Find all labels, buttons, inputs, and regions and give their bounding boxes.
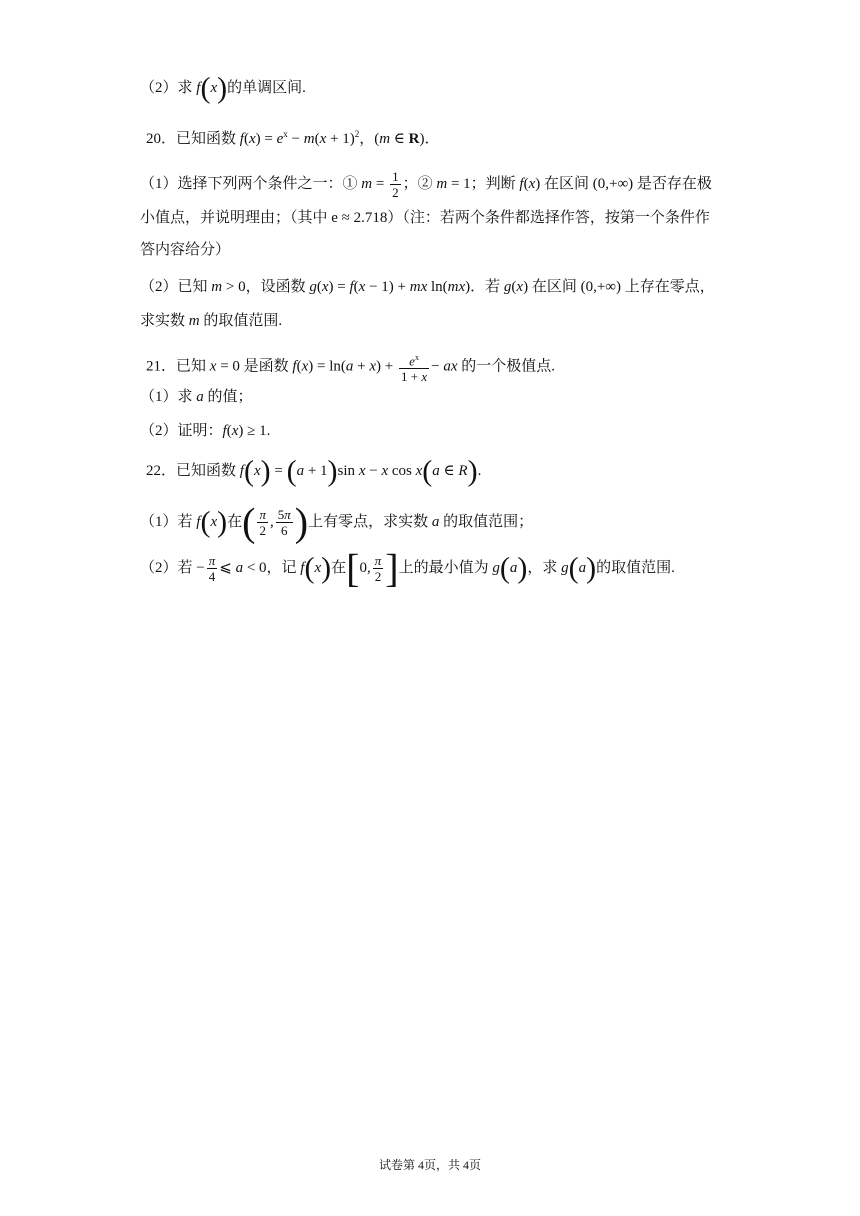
q22-part2: （2）若 − $\frac{\pi}{4}$ ⩽ a < 0，记 f(x)在[0, $\frac{\pi}{2}$ ]上的最小值为 g(a)，求 g(a)的取值范围. [140,545,675,591]
q21-part1: （1）求 a 的值； [140,389,253,405]
q19-part2: （2）求 f(x)的单调区间. [140,71,306,105]
q20-part1-line3: 答内容给分） [140,242,231,258]
q20-part1-line1: （1）选择下列两个条件之一：① m = $\frac{1}{2}$ ；② m = 1；判断 f(x) 在区间 (0,+∞) 是否存在极 [140,169,712,200]
page-footer: 试卷第 4页，共 4页 [378,1158,481,1172]
q22-intro: 22．已知函数 f(x) = (a + 1)sin x − x cos x(a ∈ R). [146,454,482,488]
q20-part2-line2: 求实数 m 的取值范围. [140,313,283,329]
q21-part2: （2）证明：f(x) ≥ 1. [140,423,271,439]
q22-part1: （1）若 f(x)在( $\frac{\pi}{2}$ , $\frac{5\pi}{6}$ )上有零点，求实数 a 的取值范围； [140,499,534,545]
q20-intro: 20．已知函数 $f(x) = e^x - m(x + 1)^2$，(m ∈ R)． [146,129,440,147]
q20-part1-line2: 小值点，并说明理由；（其中 e ≈ 2.718）（注：若两个条件都选择作答，按第一个条件作 [140,210,710,226]
q20-part2-line1: （2）已知 m > 0，设函数 g(x) = f(x − 1) + mx ln(mx)．若 g(x) 在区间 (0,+∞) 上存在零点， [140,279,715,295]
q21-intro: 21．已知 x = 0 是函数 f(x) = ln(a + x) + $\frac{e^x}{1 + x}$ − ax 的一个极值点. [146,350,555,384]
